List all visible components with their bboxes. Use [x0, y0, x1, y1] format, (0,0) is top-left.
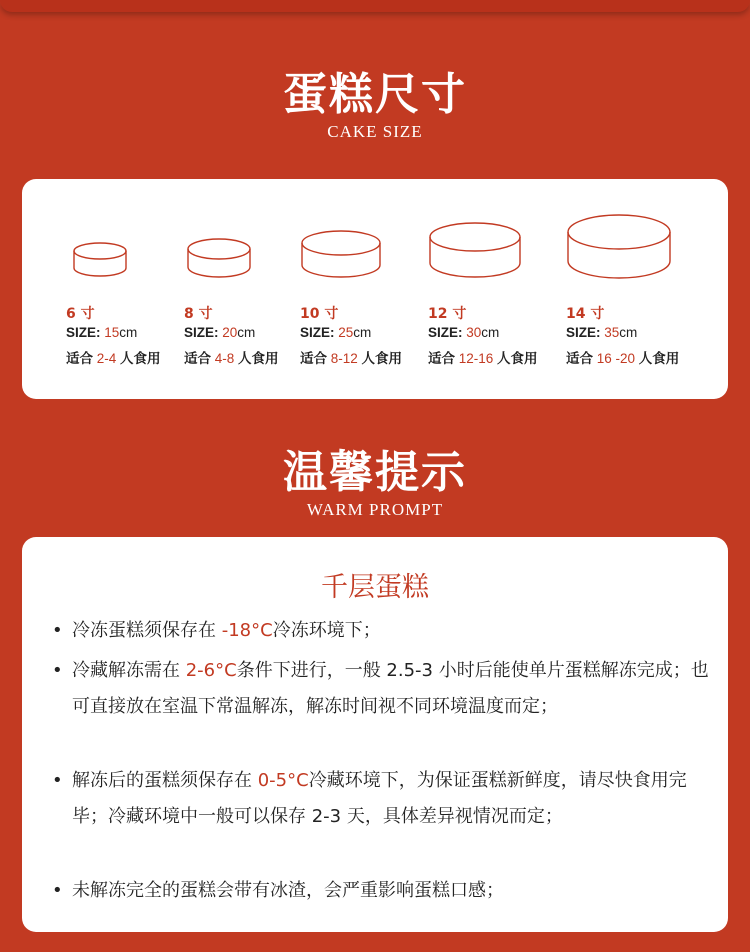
- cake-outline-icon: [428, 221, 522, 281]
- size-diameter: SIZE: 35cm: [566, 325, 638, 340]
- size-label: 8 寸: [184, 306, 213, 322]
- size-serves: 适合 8-12 人食用: [300, 351, 403, 366]
- size-diameter: SIZE: 25cm: [300, 325, 372, 340]
- warm-prompt-subtitle: WARM PROMPT: [306, 500, 444, 519]
- cake-outline-icon: [566, 213, 672, 281]
- size-serves: 适合 4-8 人食用: [184, 351, 279, 366]
- size-serves: 适合 2-4 人食用: [66, 351, 161, 366]
- size-label: 14 寸: [566, 306, 605, 322]
- tip-item: • 未解冻完全的蛋糕会带有冰渣，会严重影响蛋糕口感；: [72, 873, 712, 909]
- cake-size-card: [22, 179, 728, 399]
- tip-item: • 冷藏解冻需在 2-6°C条件下进行，一般 2.5-3 小时后能使单片蛋糕解冻完成；也可直接放在室温下常温解冻，解冻时间视不同环境温度而定；: [72, 653, 712, 724]
- size-label: 12 寸: [428, 306, 467, 322]
- size-diameter: SIZE: 30cm: [428, 325, 500, 340]
- cake-outline-icon: [72, 241, 128, 279]
- top-band: [0, 0, 750, 12]
- size-label: 6 寸: [66, 306, 95, 322]
- size-diameter: SIZE: 15cm: [66, 325, 138, 340]
- size-label: 10 寸: [300, 306, 339, 322]
- bullet-icon: •: [52, 620, 63, 641]
- bullet-icon: •: [52, 770, 63, 791]
- size-serves: 适合 16 -20 人食用: [566, 351, 680, 366]
- cake-outline-icon: [186, 237, 252, 281]
- bullet-icon: •: [52, 880, 63, 901]
- tips-heading: 千层蛋糕: [321, 572, 429, 603]
- bullet-icon: •: [52, 660, 63, 681]
- size-serves: 适合 12-16 人食用: [428, 351, 538, 366]
- cake-outline-icon: [300, 229, 382, 281]
- tip-item: • 冷冻蛋糕须保存在 -18°C冷冻环境下；: [72, 613, 712, 649]
- warm-prompt-title: 温馨提示: [283, 447, 467, 498]
- cake-size-subtitle: CAKE SIZE: [327, 122, 423, 141]
- cake-size-title: 蛋糕尺寸: [283, 69, 467, 120]
- tip-item: • 解冻后的蛋糕须保存在 0-5°C冷藏环境下，为保证蛋糕新鲜度，请尽快食用完毕；冷藏环境中一般可以保存 2-3 天，具体差异视情况而定；: [72, 763, 712, 834]
- size-diameter: SIZE: 20cm: [184, 325, 256, 340]
- warm-prompt-card: [22, 537, 728, 932]
